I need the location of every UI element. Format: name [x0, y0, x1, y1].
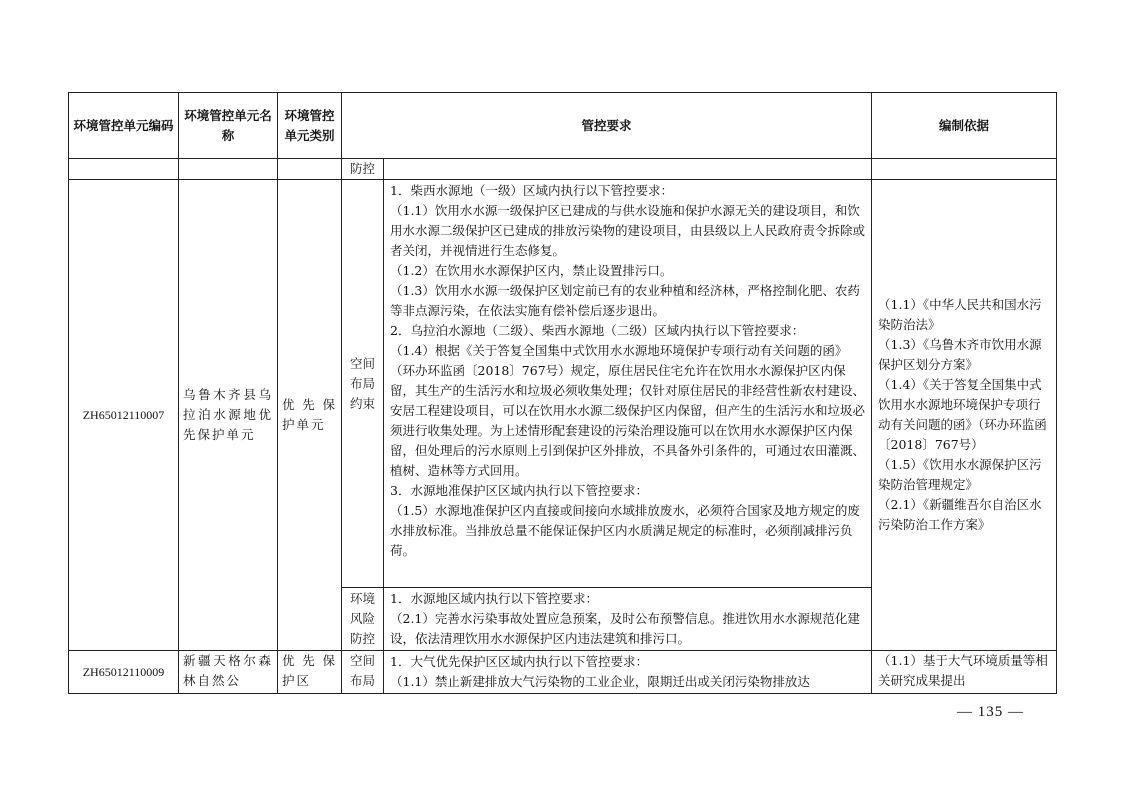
requirement-line: 3．水源地准保护区区域内执行以下管控要求：: [390, 483, 648, 498]
requirement-line: （1.1）饮用水水源一级保护区已建成的与供水设施和保护水源无关的建设项目，和饮用水水源二级保护区已建成的排放污染物的建设项目，由县级以上人民政府责令拆除或者关闭，并视情进行生态修复。: [390, 203, 866, 258]
unit-name-cell: 新疆天格尔森林自然公: [179, 651, 278, 694]
requirement-line: 1．柴西水源地（一级）区域内执行以下管控要求：: [390, 183, 673, 198]
basis-line: （1.4）《关于答复全国集中式饮用水水源地环境保护专项行动有关问题的函》（环办环监函〔2018〕767号）: [878, 377, 1047, 452]
subcategory-cell: 空间布局: [342, 651, 384, 694]
control-requirements-table: [68, 92, 1057, 694]
empty-cell: [872, 159, 1057, 180]
requirement-line: 1．水源地区域内执行以下管控要求：: [390, 591, 598, 606]
subcategory-cell: 环境风险防控: [342, 588, 384, 651]
requirement-line: 2．乌拉泊水源地（二级）、柴西水源地（二级）区域内执行以下管控要求：: [390, 323, 805, 338]
requirements-cell: [384, 180, 872, 588]
unit-code-cell: ZH65012110007: [69, 180, 179, 651]
empty-cell: [179, 159, 278, 180]
requirement-line: （1.4）根据《关于答复全国集中式饮用水水源地环境保护专项行动有关问题的函》（环办环监函〔2018〕767号）规定，原住居民住宅允许在饮用水水源保护区内保留，其生产的生活污水和垃圾必须收集处理；仅针对原住居民的非经营性新农村建设、安居工程建设项目，可以在饮用水水源二级保护区内保留，但产生的生活污水和垃圾必须进行收集处理。为上述情形配套建设的污染治理设施可以在饮用水水源保护区内保留，但处理后的污水原则上引到保护区外排放，不具备外引条件的，可通过农田灌溉、植树、造林等方式回用。: [390, 343, 866, 478]
header-row: [69, 93, 1057, 159]
unit-code-cell: ZH65012110009: [69, 651, 179, 694]
requirement-line: （1.1）禁止新建排放大气污染物的工业企业，限期迁出或关闭污染物排放达: [390, 674, 810, 689]
subcategory-cell: 空间布局约束: [342, 180, 384, 588]
header-requirements: 管控要求: [342, 93, 872, 159]
header-type: 环境管控单元类别: [278, 93, 342, 159]
page-number: — 135 —: [957, 704, 1024, 720]
basis-line: （1.1）《中华人民共和国水污染防治法》: [878, 297, 1042, 332]
requirement-line: （1.2）在饮用水水源保护区内，禁止设置排污口。: [390, 263, 673, 278]
empty-cell: [69, 159, 179, 180]
basis-cell: [872, 180, 1057, 651]
header-code: 环境管控单元编码: [69, 93, 179, 159]
unit-type-cell: 优先保护区: [278, 651, 342, 694]
subcategory-cell: 防控: [342, 159, 384, 180]
basis-cell: （1.1）基于大气环境质量等相关研究成果提出: [872, 651, 1057, 694]
basis-line: （2.1）《新疆维吾尔自治区水污染防治工作方案》: [878, 497, 1042, 532]
table-row: [69, 651, 1057, 694]
unit-name-cell: 乌鲁木齐县乌拉泊水源地优先保护单元: [179, 180, 278, 651]
header-basis: 编制依据: [872, 93, 1057, 159]
table-row: [69, 159, 1057, 180]
basis-line: （1.5）《饮用水水源保护区污染防治管理规定》: [878, 457, 1042, 492]
requirement-line: 1．大气优先保护区区域内执行以下管控要求：: [390, 654, 648, 669]
requirements-cell: [384, 651, 872, 694]
empty-cell: [384, 159, 872, 180]
empty-cell: [278, 159, 342, 180]
requirement-line: （1.3）饮用水水源一级保护区划定前已有的农业种植和经济林，严格控制化肥、农药等非点源污染，在依法实施有偿补偿后逐步退出。: [390, 283, 860, 318]
requirements-cell: [384, 588, 872, 651]
requirement-line: （1.5）水源地准保护区内直接或间接向水域排放废水，必须符合国家及地方规定的废水排放标准。当排放总量不能保证保护区内水质满足规定的标准时，必须削减排污负荷。: [390, 503, 860, 558]
requirement-line: （2.1）完善水污染事故处置应急预案，及时公布预警信息。推进饮用水水源规范化建设，依法清理饮用水水源保护区内违法建筑和排污口。: [390, 611, 860, 646]
unit-type-cell: 优先保护单元: [278, 180, 342, 651]
basis-line: （1.3）《乌鲁木齐市饮用水源保护区划分方案》: [878, 337, 1042, 372]
header-name: 环境管控单元名称: [179, 93, 278, 159]
table-row: [69, 180, 1057, 588]
